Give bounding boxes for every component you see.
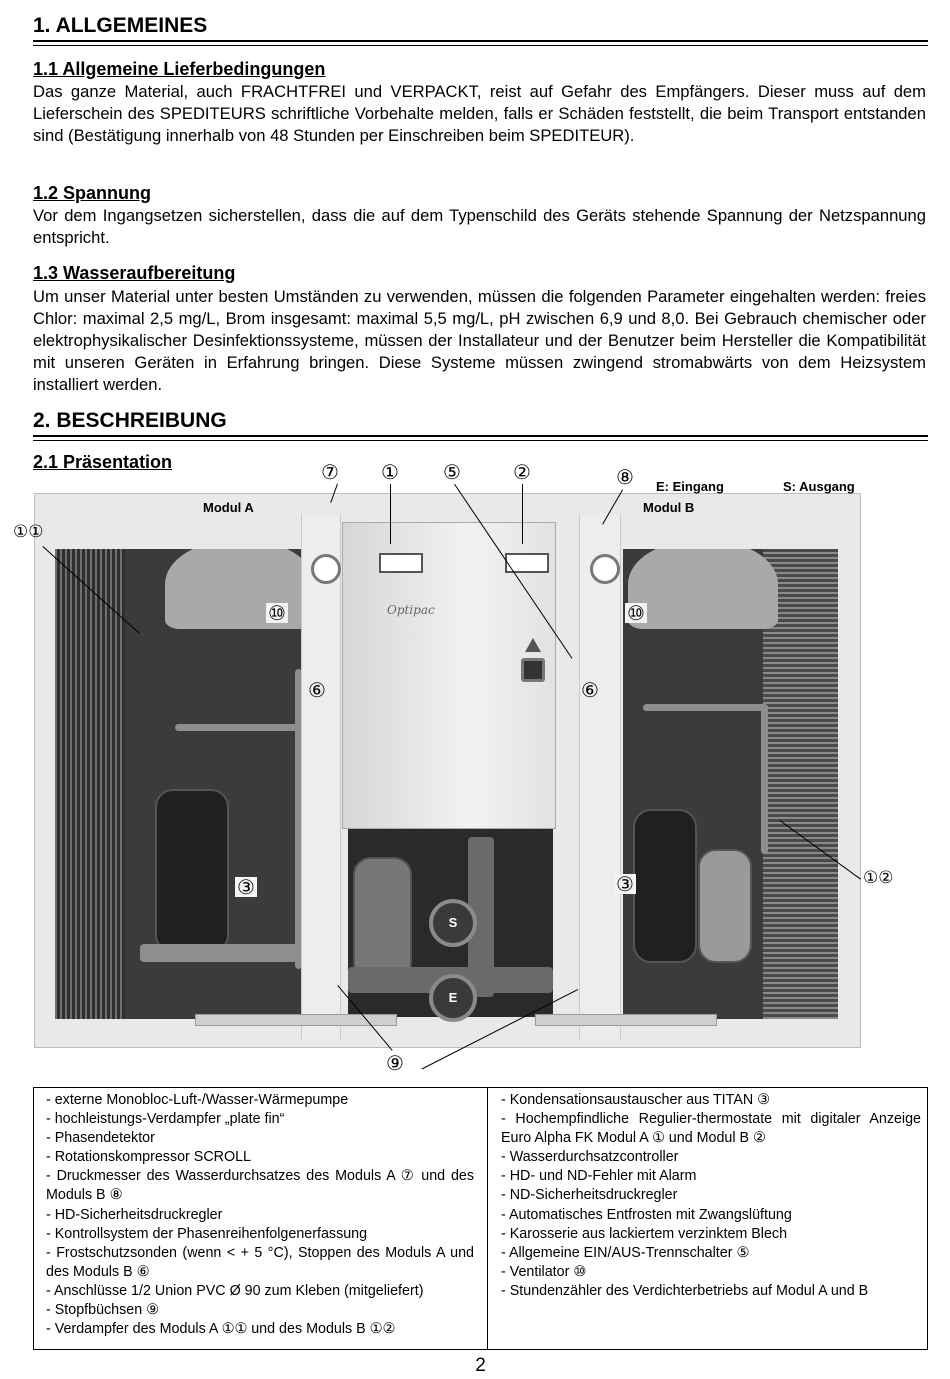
brand-logo: Optipac (387, 603, 435, 617)
module-a-label: Modul A (203, 500, 254, 515)
legend-item: - Rotationskompressor SCROLL (46, 1149, 251, 1166)
legend-column-left (46, 1091, 474, 1339)
legend-item: - Anschlüsse 1/2 Union PVC Ø 90 zum Kleben (mitgeliefert) (46, 1282, 424, 1299)
module-b-fan (628, 549, 778, 629)
callout-10-b: ⑩ (627, 601, 645, 625)
legend-item: - Verdampfer des Moduls A ①① und des Moduls B ①② (46, 1321, 396, 1338)
callout-11: ①① (13, 522, 44, 542)
legend-outlet-label: S: Ausgang (783, 479, 855, 494)
heading-rule-thin (33, 440, 928, 441)
legend-item: - Automatisches Entfrosten mit Zwangslüftung (501, 1206, 792, 1223)
unit-housing (34, 493, 861, 1048)
warning-triangle-icon (525, 638, 541, 652)
subsection-2-1-title: 2.1 Präsentation (33, 452, 173, 472)
legend-item: - Karosserie aus lackiertem verzinktem Blech (501, 1225, 788, 1242)
legend-item: - externe Monobloc-Luft-/Wasser-Wärmepumpe (46, 1092, 349, 1108)
compressor (353, 857, 412, 981)
legend-item: - Stopfbüchsen ⑨ (46, 1302, 159, 1319)
legend-item: - Phasendetektor (46, 1130, 155, 1147)
page-number: 2 (475, 1355, 486, 1376)
section-1-heading-text: 1. ALLGEMEINES (33, 14, 208, 37)
pillar-left (301, 514, 341, 1039)
callout-1: ① (381, 460, 399, 484)
legend-item: - Druckmesser des Wasserdurchsatzes des Moduls A ⑦ und des Moduls B ⑧ (46, 1168, 474, 1204)
flow-pressure-gauge-b (590, 554, 620, 584)
section-2-heading (33, 409, 928, 436)
leader-line (390, 484, 391, 544)
legend-item: - Wasserdurchsatzcontroller (501, 1149, 679, 1166)
callout-10-a: ⑩ (268, 601, 286, 625)
module-b-label: Modul B (643, 500, 695, 515)
pipe (761, 704, 768, 854)
callout-6-a: ⑥ (308, 678, 326, 702)
legend-item: - HD-Sicherheitsdruckregler (46, 1206, 223, 1223)
legend-item: - hochleistungs-Verdampfer „plate fin“ (46, 1111, 285, 1128)
heading-rule (33, 435, 928, 437)
flow-pressure-gauge-a (311, 554, 341, 584)
thermostat-display-a (379, 553, 423, 573)
callout-3-a: ③ (237, 875, 255, 899)
leader-line (522, 484, 523, 544)
section-1-heading (33, 14, 928, 41)
subsection-1-2-text: Vor dem Ingangsetzen sicherstellen, dass die auf dem Typenschild des Geräts stehende Spannung der Netzspannung entspricht. (33, 206, 926, 247)
legend-column-right (501, 1091, 921, 1301)
legend-item: - Ventilator ⑩ (501, 1263, 587, 1280)
pipe (140, 944, 300, 962)
legend-item: - Frostschutzsonden (wenn < + 5 °C), Stoppen des Moduls A und des Moduls B ⑥ (46, 1244, 474, 1280)
module-a-coil (55, 549, 125, 1019)
subsection-1-1-title: 1.1 Allgemeine Lieferbedingungen (33, 59, 326, 79)
subsection-1-3-text: Um unser Material unter besten Umständen zu verwenden, müssen die folgenden Parameter eingehalten werden: freies Chlor: maximal 2,5 mg/L, Brom insgesamt: maximal 5,5 mg/L, pH zwischen 6,9 und 8,0. Bei Gebrauch chemischer oder elektrophysikalischer Desinfektionssysteme, müssen der Installateur und der Benutzer beim Hersteller die Kompatibilität mit unseren Geräten in Erfahrung bringen. Diese Systeme müssen zwingend stromabwärts von dem Heizsystem installiert werden. (33, 287, 926, 394)
pipe (175, 724, 305, 731)
callout-3-b: ③ (616, 872, 634, 896)
module-a-fan (165, 549, 315, 629)
module-b-bay (623, 549, 838, 1019)
column-divider (487, 1088, 488, 1349)
callout-9: ⑨ (386, 1051, 404, 1075)
section-2-heading-text: 2. BESCHREIBUNG (33, 409, 227, 432)
legend-inlet-label: E: Eingang (656, 479, 724, 494)
module-b-condenser (633, 809, 697, 963)
pillar-right (579, 514, 621, 1039)
outlet-port: S (429, 899, 477, 947)
legend-item: - HD- und ND-Fehler mit Alarm (501, 1168, 697, 1185)
pipe (643, 704, 768, 711)
callout-5: ⑤ (443, 460, 461, 484)
legend-item: - Kontrollsystem der Phasenreihenfolgenerfassung (46, 1225, 368, 1242)
module-b-receiver (698, 849, 752, 963)
base-rail (535, 1014, 717, 1026)
callout-8: ⑧ (616, 465, 634, 489)
legend-item: - ND-Sicherheitsdruckregler (501, 1187, 678, 1204)
feature-legend-table (33, 1087, 928, 1350)
callout-2: ② (513, 460, 531, 484)
inlet-port: E (429, 974, 477, 1022)
control-cabinet (342, 522, 556, 829)
heading-rule (33, 40, 928, 42)
subsection-1-1-text: Das ganze Material, auch FRACHTFREI und VERPACKT, reist auf Gefahr des Empfängers. Dieser muss auf dem Lieferschein des SPEDITEURS schriftliche Vorbehalte melden, falls er Schäden feststellt, die beim Transport entstanden sind (Bestätigung innerhalb von 48 Stunden per Einschreiben beim SPEDITEUR). (33, 82, 926, 145)
module-a-condenser (155, 789, 229, 953)
subsection-1-2-title: 1.2 Spannung (33, 183, 152, 203)
callout-6-b: ⑥ (581, 678, 599, 702)
legend-item: - Hochempfindliche Regulier-thermostate mit digitaler Anzeige Euro Alpha FK Modul A ① und Modul B ② (501, 1111, 921, 1147)
callout-12: ①② (863, 868, 894, 888)
heading-rule-thin (33, 45, 928, 46)
legend-item: - Stundenzähler des Verdichterbetriebs auf Modul A und B (501, 1282, 869, 1299)
legend-item: - Kondensationsaustauscher aus TITAN ③ (501, 1092, 770, 1108)
legend-item: - Allgemeine EIN/AUS-Trennschalter ⑤ (501, 1244, 750, 1261)
main-switch (521, 658, 545, 682)
subsection-1-3-title: 1.3 Wasseraufbereitung (33, 263, 236, 283)
callout-7: ⑦ (321, 460, 339, 484)
